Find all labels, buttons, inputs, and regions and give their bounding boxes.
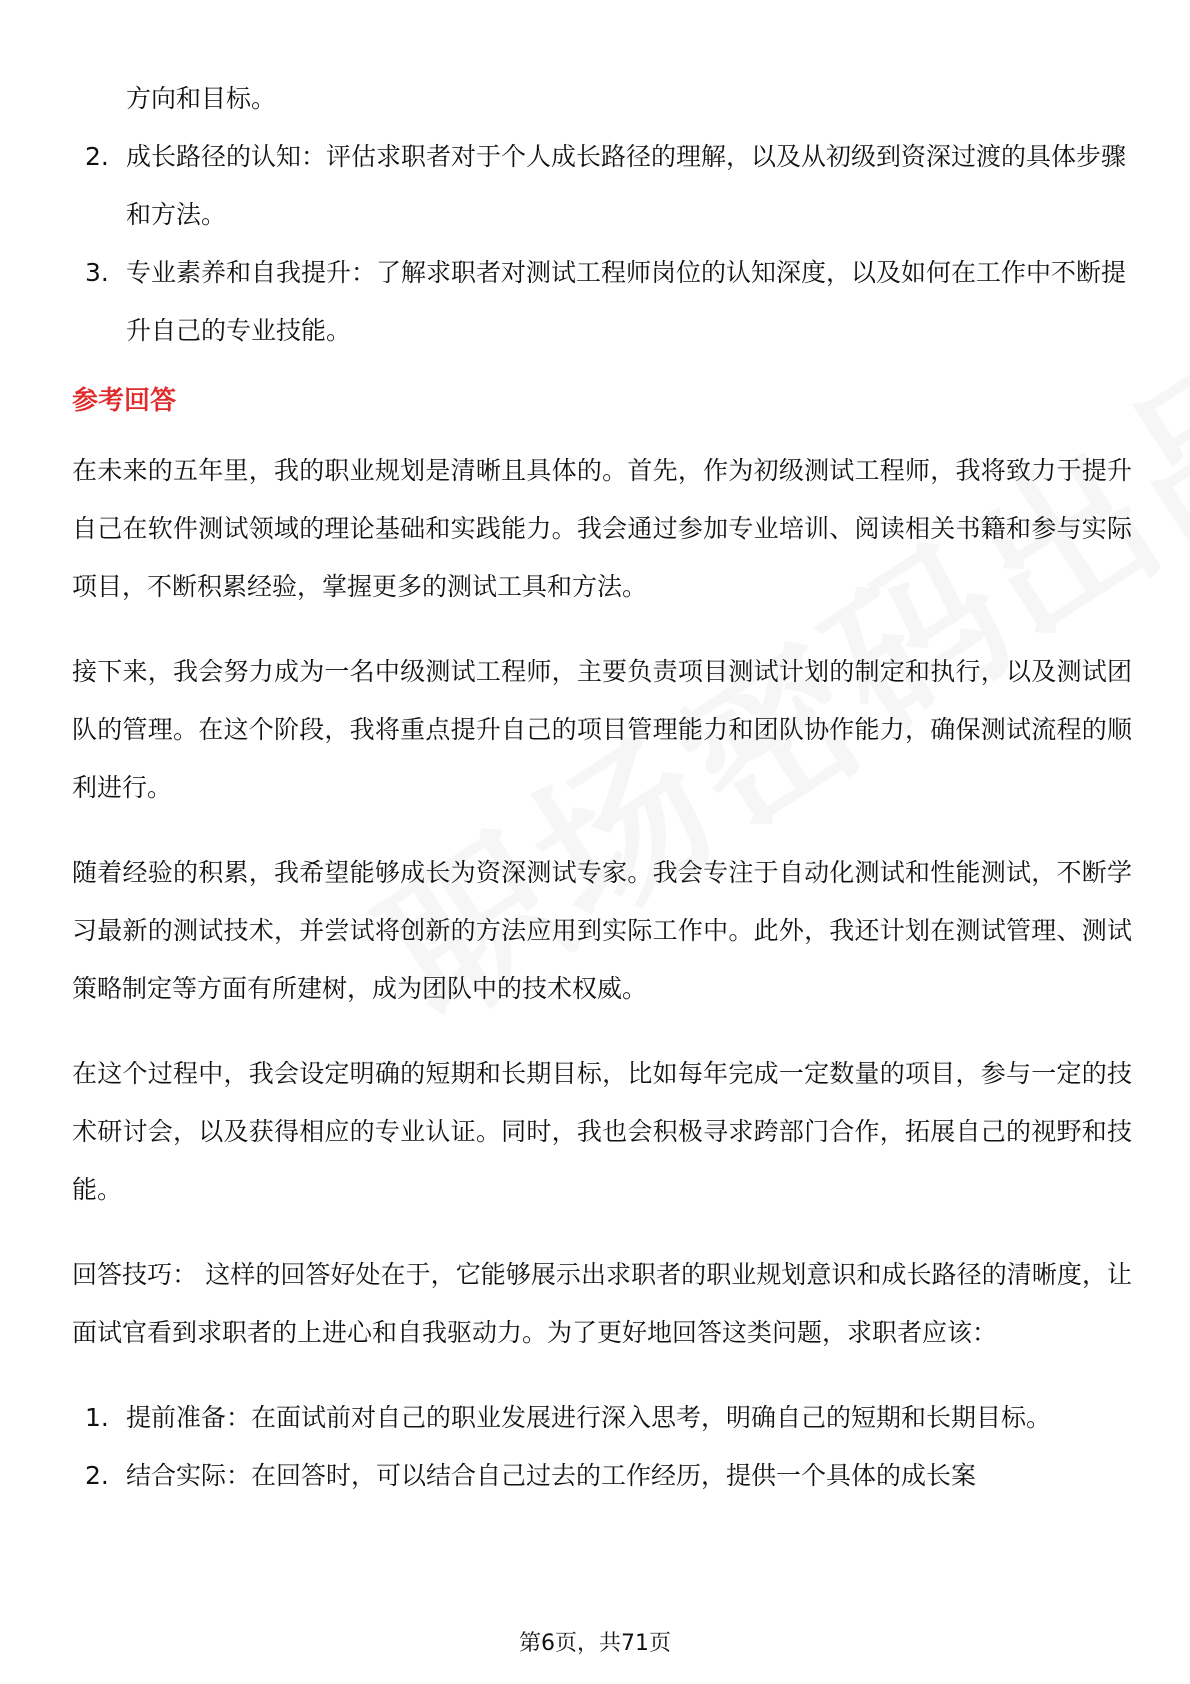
- list-continuation: 方向和目标。: [126, 84, 277, 113]
- list-item: [72, 1389, 1132, 1447]
- list-item-number: 3.: [85, 258, 109, 287]
- list-item-number: 1.: [85, 1403, 109, 1432]
- answer-paragraph: 随着经验的积累，我希望能够成长为资深测试专家。我会专注于自动化测试和性能测试，不断学习最新的测试技术，并尝试将创新的方法应用到实际工作中。此外，我还计划在测试管理、测试策略制定等方面有所建树，成为团队中的技术权威。: [72, 858, 1132, 1003]
- list-item-text: 专业素养和自我提升：了解求职者对测试工程师岗位的认知深度，以及如何在工作中不断提升自己的专业技能。: [126, 258, 1127, 345]
- tips-paragraph: 回答技巧： 这样的回答好处在于，它能够展示出求职者的职业规划意识和成长路径的清晰度，让面试官看到求职者的上进心和自我驱动力。为了更好地回答这类问题，求职者应该：: [72, 1260, 1132, 1347]
- page-content: [72, 70, 1132, 1505]
- bottom-numbered-list: [72, 1389, 1132, 1505]
- answer-paragraph: 接下来，我会努力成为一名中级测试工程师，主要负责项目测试计划的制定和执行，以及测试团队的管理。在这个阶段，我将重点提升自己的项目管理能力和团队协作能力，确保测试流程的顺利进行。: [72, 657, 1132, 802]
- top-numbered-list: [72, 128, 1132, 360]
- answer-paragraph: 在未来的五年里，我的职业规划是清晰且具体的。首先，作为初级测试工程师，我将致力于提升自己在软件测试领域的理论基础和实践能力。我会通过参加专业培训、阅读相关书籍和参与实际项目，不断积累经验，掌握更多的测试工具和方法。: [72, 456, 1132, 601]
- list-item: [72, 128, 1132, 244]
- section-heading: 参考回答: [72, 386, 177, 416]
- list-item: [72, 1447, 1132, 1505]
- list-item-text: 成长路径的认知：评估求职者对于个人成长路径的理解，以及从初级到资深过渡的具体步骤和方法。: [126, 142, 1127, 229]
- list-item-number: 2.: [85, 142, 109, 171]
- list-item-text: 提前准备：在面试前对自己的职业发展进行深入思考，明确自己的短期和长期目标。: [126, 1403, 1052, 1432]
- answer-paragraph: 在这个过程中，我会设定明确的短期和长期目标，比如每年完成一定数量的项目，参与一定的技术研讨会，以及获得相应的专业认证。同时，我也会积极寻求跨部门合作，拓展自己的视野和技能。: [72, 1059, 1132, 1204]
- list-item: [72, 244, 1132, 360]
- list-item-text: 结合实际：在回答时，可以结合自己过去的工作经历，提供一个具体的成长案: [126, 1461, 977, 1490]
- list-item-number: 2.: [85, 1461, 109, 1490]
- page-number-footer: 第6页，共71页: [519, 1631, 671, 1656]
